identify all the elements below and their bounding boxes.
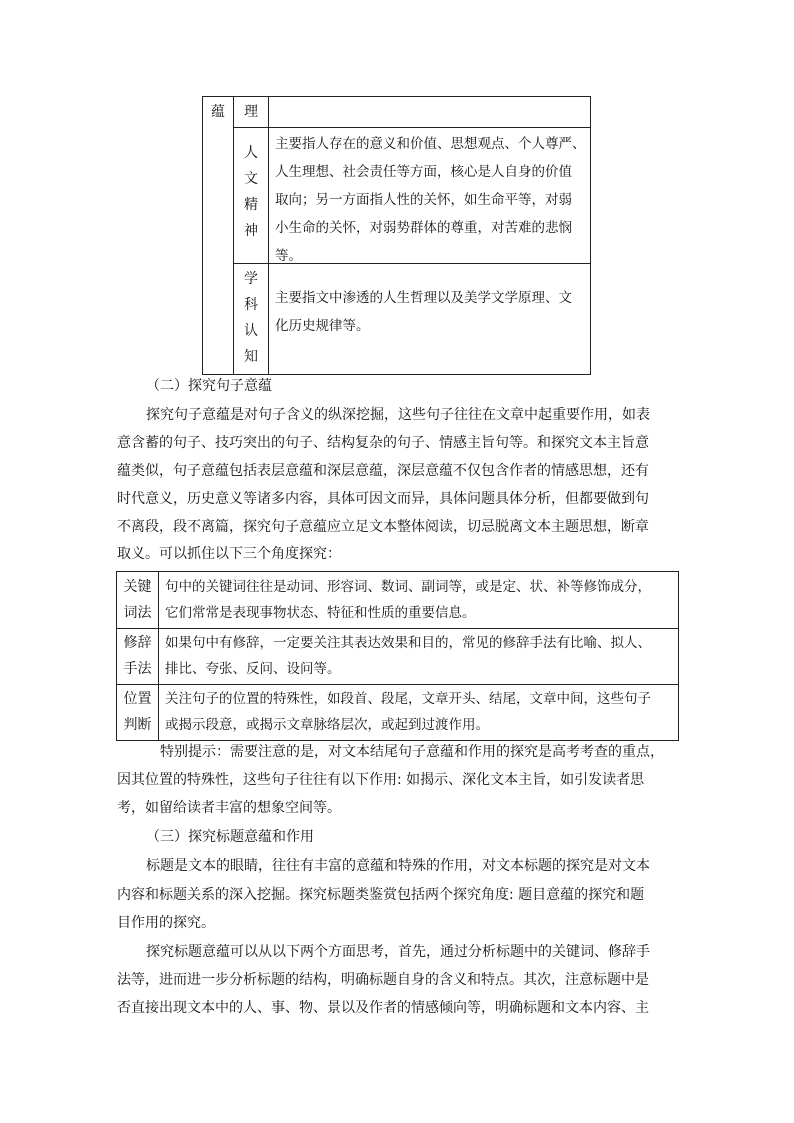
label-char: 神 [244, 223, 258, 239]
paragraph-line: 不离段，段不离篇，探究句子意蕴应立足文本整体阅读，切忌脱离文本主题思想，断章 [117, 519, 649, 535]
content-cell [158, 684, 679, 741]
content-cell-xueke [268, 263, 591, 375]
row-label: 判断 [123, 717, 152, 733]
paragraph-line: 标题是文本的眼睛，往往有丰富的意蕴和特殊的作用，对文本标题的探究是对文本 [146, 858, 650, 874]
content-line: 人生理想、社会责任等方面，核心是人自身的价值 [275, 164, 572, 180]
concept-table [202, 96, 591, 375]
label-char: 知 [244, 349, 258, 365]
label-char: 精 [244, 197, 258, 213]
row-label: 修辞 [123, 635, 152, 651]
left-column-char: 蕴 [211, 104, 225, 120]
row-content-line: 如果句中有修辞，一定要关注其表达效果和目的，常见的修辞手法有比喻、拟人、 [165, 635, 651, 651]
label-cell [116, 684, 159, 741]
paragraph-line: 取义。可以抓住以下三个角度探究： [117, 546, 341, 562]
paragraph-line: 法等，进而进一步分析标题的结构，明确标题自身的含义和特点。其次，注意标题中是 [117, 972, 649, 988]
row-label: 手法 [123, 661, 152, 677]
paragraph-line: 蕴类似，句子意蕴包括表层意蕴和深层意蕴，深层意蕴不仅包含作者的情感思想，还有 [117, 463, 649, 479]
paragraph-line: 时代意义，历史意义等诸多内容，具体可因文而异，具体问题具体分析，但都要做到句 [117, 491, 649, 507]
row-label: 关键 [123, 579, 152, 595]
row-label: 词法 [123, 605, 152, 621]
left-column-cell [202, 96, 234, 375]
label-cell [116, 628, 159, 685]
row-content-line: 关注句子的位置的特殊性，如段首、段尾，文章开头、结尾，文章中间，这些句子 [165, 691, 651, 707]
content-line: 小生命的关怀，对弱势群体的尊重，对苦难的悲悯 [275, 220, 572, 236]
note-line: 因其位置的特殊性，这些句子往往有以下作用: 如揭示、深化文本主旨，如引发读者思 [117, 772, 645, 788]
label-char: 文 [244, 171, 258, 187]
content-cell [158, 628, 679, 685]
section3-heading: （三）探究标题意蕴和作用 [146, 829, 314, 845]
content-line: 主要指人存在的意义和价值、思想观点、个人尊严、 [275, 136, 586, 152]
content-cell-renwen [268, 127, 591, 264]
paragraph-line: 意含蓄的句子、技巧突出的句子、结构复杂的句子、情感主旨句等。和探究文本主旨意 [117, 435, 649, 451]
content-cell [158, 571, 679, 629]
paragraph-line: 探究句子意蕴是对句子含义的纵深挖掘，这些句子往往在文章中起重要作用，如表 [146, 407, 650, 423]
row-content-line: 排比、夸张、反问、设问等。 [165, 661, 341, 677]
row-content-line: 它们常常是表现事物状态、特征和性质的重要信息。 [165, 605, 476, 621]
label-char: 学 [244, 271, 258, 287]
label-cell-xueke [233, 263, 269, 375]
label-cell-li [233, 96, 269, 128]
content-line: 化历史规律等。 [275, 318, 370, 334]
paragraph-line: 否直接出现文本中的人、事、物、景以及作者的情感倾向等，明确标题和文本内容、主 [117, 1000, 649, 1016]
label-li: 理 [244, 104, 258, 120]
label-char: 科 [244, 297, 258, 313]
label-cell [116, 571, 159, 629]
section2-heading: （二）探究句子意蕴 [146, 378, 272, 394]
row-content-line: 句中的关键词往往是动词、形容词、数词、副词等，或是定、状、补等修饰成分， [165, 579, 651, 595]
label-renwen [234, 128, 268, 244]
content-line: 取向；另一方面指人性的关怀，如生命平等，对弱 [275, 192, 572, 208]
sentence-angle-table [116, 571, 679, 741]
row-content-line: 或揭示段意，或揭示文章脉络层次，或起到过渡作用。 [165, 717, 489, 733]
label-char: 认 [244, 323, 258, 339]
paragraph-line: 内容和标题关系的深入挖掘。探究标题类鉴赏包括两个探究角度: 题目意蕴的探究和题 [117, 887, 645, 903]
label-cell-renwen [233, 127, 269, 264]
paragraph-line: 目作用的探究。 [117, 915, 215, 931]
label-char: 人 [244, 145, 258, 161]
content-line: 主要指文中渗透的人生哲理以及美学文学原理、文 [275, 290, 572, 306]
row-label: 位置 [123, 691, 152, 707]
paragraph-line: 探究标题意蕴可以从以下两个方面思考，首先，通过分析标题中的关键词、修辞手 [146, 944, 650, 960]
note-line: 考，如留给读者丰富的想象空间等。 [117, 800, 341, 816]
label-xueke [234, 264, 268, 370]
content-cell-li [268, 96, 591, 128]
content-line: 等。 [275, 248, 302, 264]
note-line: 特别提示：需要注意的是，对文本结尾句子意蕴和作用的探究是高考考查的重点， [160, 744, 664, 760]
